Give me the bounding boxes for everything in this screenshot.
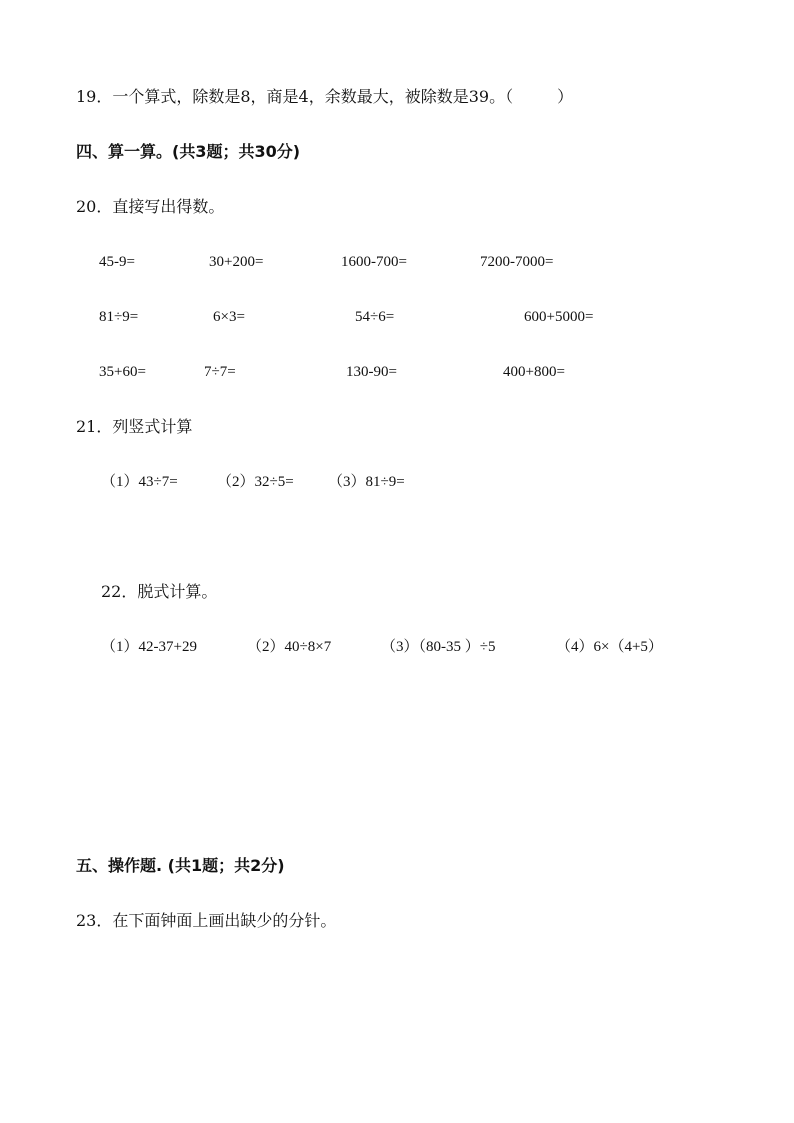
section-4-heading: 四、算一算。(共3题；共30分) bbox=[76, 142, 301, 161]
calc-row3-item2: 7÷7= bbox=[204, 364, 236, 380]
calc-row1-item1: 45-9= bbox=[99, 254, 135, 270]
section-5-heading: 五、操作题. (共1题；共2分) bbox=[76, 856, 285, 875]
question-20-title: 20．直接写出得数。 bbox=[76, 197, 225, 216]
vertical-calc-item2: （2）32÷5= bbox=[217, 474, 294, 490]
calc-row3-item3: 130-90= bbox=[346, 364, 397, 380]
calc-row2-item3: 54÷6= bbox=[355, 309, 395, 325]
calc-row1-item4: 7200-7000= bbox=[480, 254, 554, 270]
question-22-title: 22．脱式计算。 bbox=[101, 582, 218, 601]
calc-row3-item1: 35+60= bbox=[99, 364, 146, 380]
stepwise-calc-item4: （4）6×（4+5） bbox=[556, 639, 663, 655]
calc-row1-item3: 1600-700= bbox=[341, 254, 407, 270]
calc-row3-item4: 400+800= bbox=[503, 364, 565, 380]
calc-row2-item2: 6×3= bbox=[213, 309, 245, 325]
calc-row2-item1: 81÷9= bbox=[99, 309, 139, 325]
calc-row1-item2: 30+200= bbox=[209, 254, 264, 270]
question-21-title: 21．列竖式计算 bbox=[76, 417, 193, 436]
question-19 bbox=[76, 87, 573, 107]
calc-row2-item4: 600+5000= bbox=[524, 309, 594, 325]
vertical-calc-item1: （1）43÷7= bbox=[101, 474, 178, 490]
stepwise-calc-item1: （1）42-37+29 bbox=[101, 639, 197, 655]
question-19-close: ） bbox=[557, 87, 574, 106]
question-19-text: 19．一个算式，除数是8，商是4，余数最大，被除数是39。（ bbox=[76, 87, 514, 106]
stepwise-calc-item3: （3）（80-35 ）÷5 bbox=[381, 639, 496, 655]
vertical-calc-item3: （3）81÷9= bbox=[328, 474, 405, 490]
question-23-title: 23．在下面钟面上画出缺少的分针。 bbox=[76, 911, 337, 930]
stepwise-calc-item2: （2）40÷8×7 bbox=[247, 639, 332, 655]
